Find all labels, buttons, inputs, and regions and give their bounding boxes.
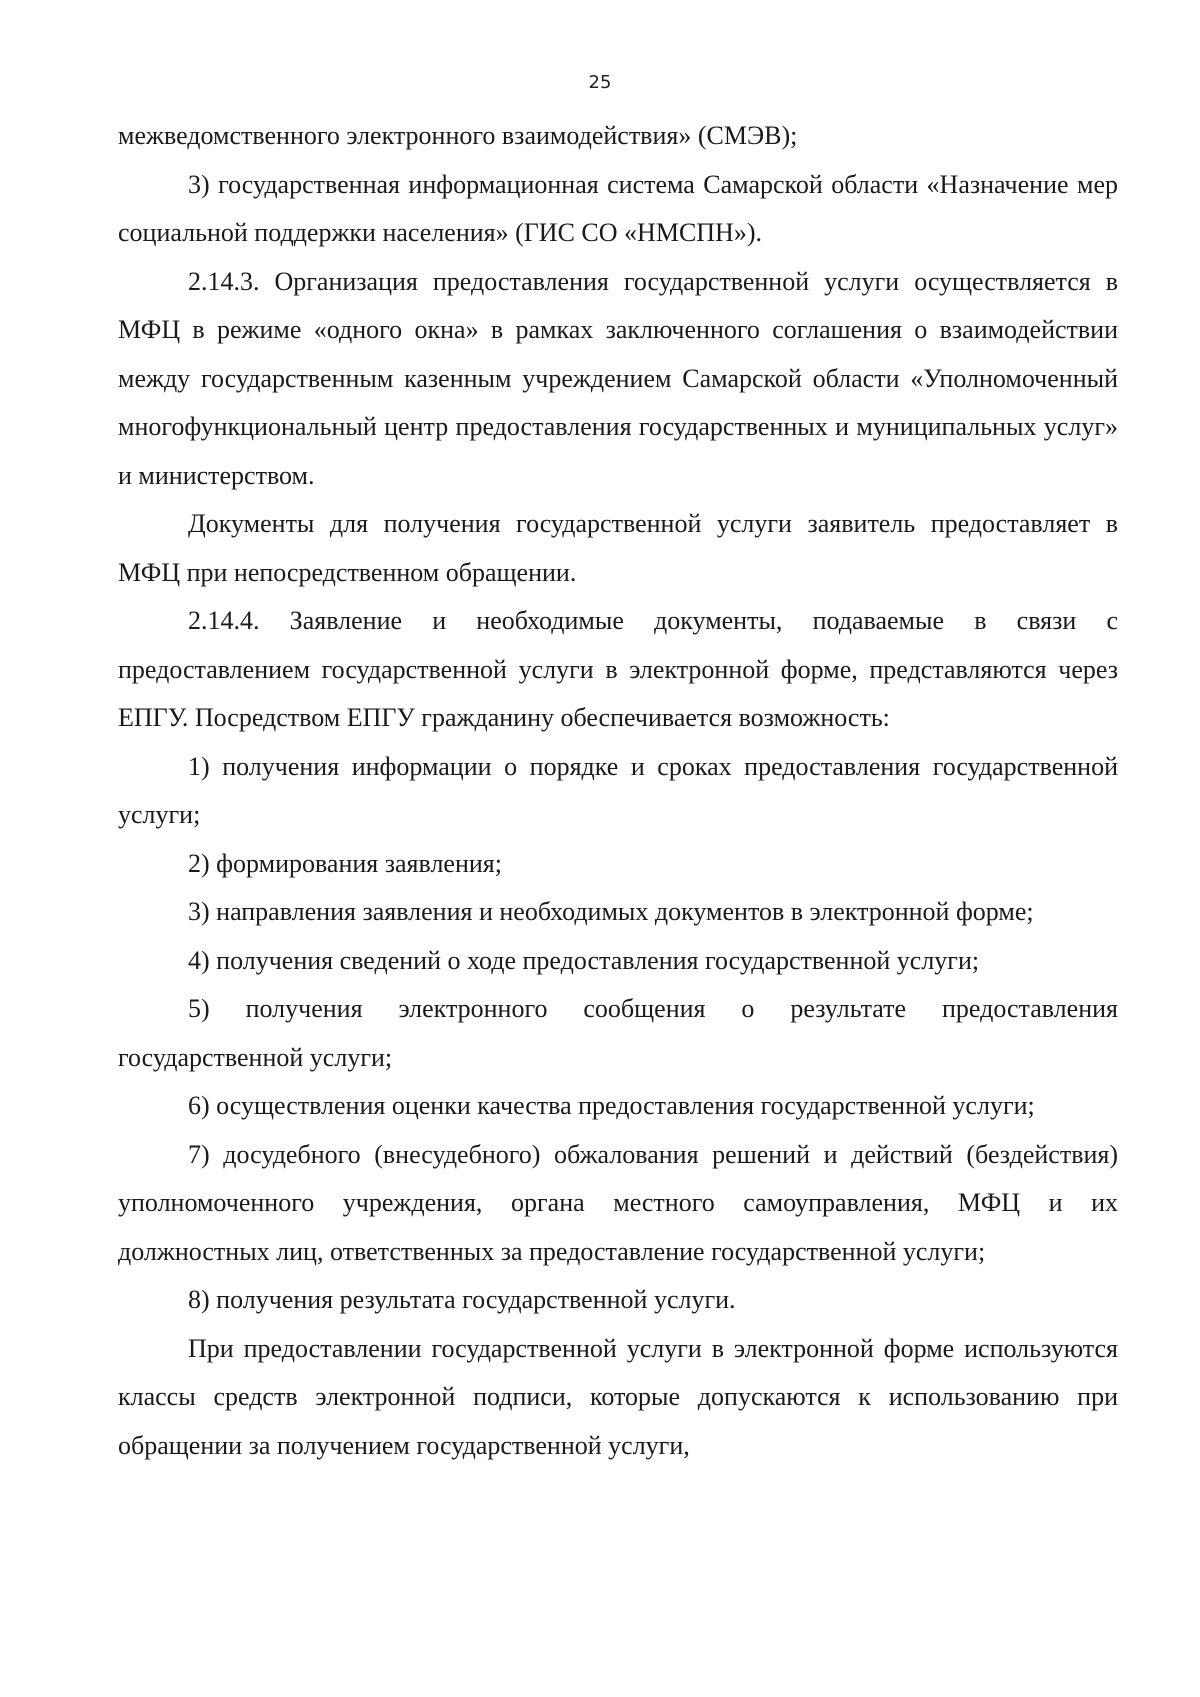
page-number: 25 [588,72,612,93]
document-body [118,112,1118,1470]
list-item-7: 7) досудебного (внесудебного) обжалования решений и действий (бездействия) уполномоченного учреждения, органа местного самоуправления, МФЦ и их должностных лиц, ответственных за предоставление государственной услуги; [118,1139,1118,1266]
list-item-4: 4) получения сведений о ходе предоставления государственной услуги; [188,945,980,975]
list-item-3: 3) направления заявления и необходимых документов в электронной форме; [188,897,1034,926]
list-item-8: 8) получения результата государственной услуги. [188,1285,736,1314]
paragraph-documents-mfc: Документы для получения государственной услуги заявитель предоставляет в МФЦ при непосредственном обращении. [118,509,1118,587]
paragraph-2-14-3: 2.14.3. Организация предоставления государственной услуги осуществляется в МФЦ в режиме «одного окна» в рамках заключенного соглашения о взаимодействии между государственным казенным учреждением Самарской области «Уполномоченный многофункциональный центр предоставления государственных и муниципальных услуг» и министерством. [118,266,1118,490]
paragraph-smev-continuation: межведомственного электронного взаимодействия» (СМЭВ); [118,121,798,150]
list-item-3-gis: 3) государственная информационная система Самарской области «Назначение мер социальной поддержки населения» (ГИС СО «НМСПН»). [118,169,1118,247]
list-item-6: 6) осуществления оценки качества предоставления государственной услуги; [188,1091,1035,1120]
list-item-2: 2) формирования заявления; [188,848,502,878]
paragraph-2-14-4: 2.14.4. Заявление и необходимые документы, подаваемые в связи с предоставлением государственной услуги в электронной форме, представляются через ЕПГУ. Посредством ЕПГУ гражданину обеспечивается возможность: [118,606,1118,732]
list-item-1: 1) получения информации о порядке и сроках предоставления государственной услуги; [118,751,1118,829]
paragraph-electronic-signature: При предоставлении государственной услуги в электронной форме используются классы средств электронной подписи, которые допускаются к использованию при обращении за получением государственной услуги, [118,1333,1118,1460]
list-item-5: 5) получения электронного сообщения о результате предоставления государственной услуги; [118,994,1118,1072]
